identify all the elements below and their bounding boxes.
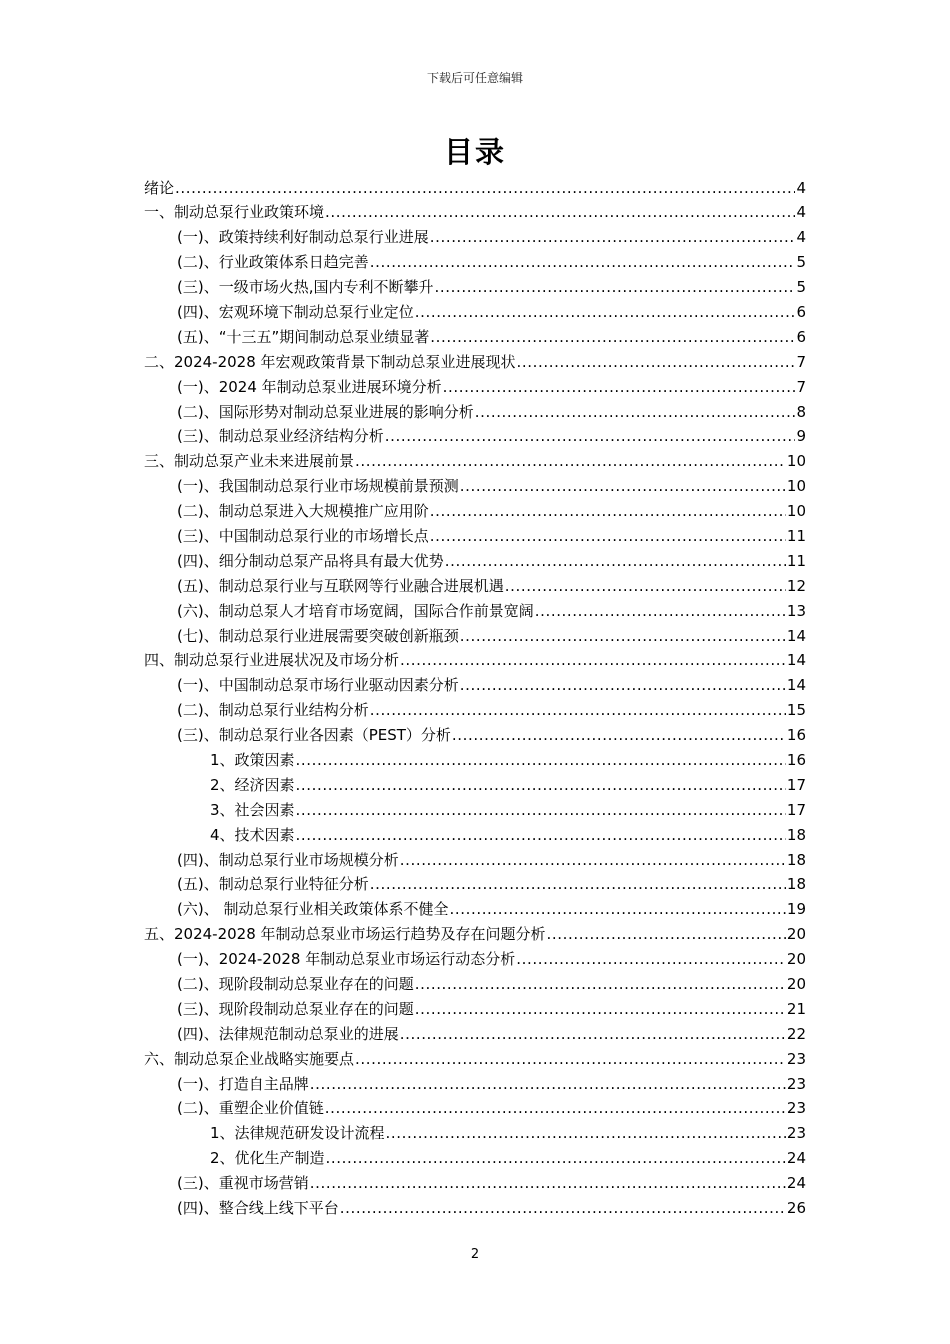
toc-entry[interactable]: [144, 848, 806, 873]
toc-dot-leader: [325, 200, 795, 225]
toc-dot-leader: [296, 748, 786, 773]
toc-entry-title: 三、制动总泵产业未来进展前景: [144, 452, 355, 471]
toc-entry-page: 24: [786, 1174, 806, 1193]
toc-entry-page: 23: [786, 1074, 806, 1093]
toc-entry-title: (三)、现阶段制动总泵业存在的问题: [177, 999, 414, 1018]
toc-entry[interactable]: [144, 449, 806, 474]
toc-entry[interactable]: [144, 549, 806, 574]
toc-entry-title: (二)、重塑企业价值链: [177, 1099, 324, 1118]
toc-entry[interactable]: [144, 200, 806, 225]
toc-dot-leader: [370, 698, 786, 723]
toc-entry-title: (一)、政策持续利好制动总泵行业进展: [177, 228, 429, 247]
toc-entry-page: 6: [796, 327, 806, 346]
toc-entry[interactable]: [144, 176, 806, 201]
toc-dot-leader: [460, 474, 786, 499]
toc-entry-title: (二)、制动总泵进入大规模推广应用阶: [177, 502, 429, 521]
toc-entry-title: 2、经济因素: [210, 775, 295, 794]
toc-entry-page: 11: [786, 551, 806, 570]
toc-dot-leader: [475, 400, 796, 425]
toc-dot-leader: [535, 599, 786, 624]
toc-entry[interactable]: [144, 673, 806, 698]
toc-entry-page: 4: [796, 228, 806, 247]
toc-entry-page: 4: [796, 203, 806, 222]
toc-dot-leader: [547, 922, 786, 947]
table-of-contents: [144, 176, 806, 1221]
toc-entry-page: 16: [786, 750, 806, 769]
toc-entry[interactable]: [144, 698, 806, 723]
toc-dot-leader: [310, 1171, 786, 1196]
toc-entry[interactable]: [144, 574, 806, 599]
toc-entry-page: 22: [786, 1024, 806, 1043]
toc-entry-page: 14: [786, 651, 806, 670]
toc-entry-title: (三)、制动总泵业经济结构分析: [177, 427, 384, 446]
toc-entry[interactable]: [144, 599, 806, 624]
toc-entry-page: 18: [786, 850, 806, 869]
toc-dot-leader: [415, 300, 796, 325]
toc-entry-page: 18: [786, 875, 806, 894]
toc-entry-title: (二)、制动总泵行业结构分析: [177, 701, 369, 720]
toc-entry-page: 5: [796, 253, 806, 272]
toc-entry-page: 20: [786, 975, 806, 993]
toc-entry[interactable]: [144, 748, 806, 773]
toc-dot-leader: [175, 176, 795, 201]
toc-dot-leader: [517, 350, 796, 375]
toc-entry-title: (六)、制动总泵人才培育市场宽阔，国际合作前景宽阔: [177, 601, 534, 620]
toc-dot-leader: [430, 325, 795, 350]
toc-dot-leader: [400, 1022, 786, 1047]
toc-dot-leader: [460, 624, 786, 649]
toc-entry[interactable]: [144, 1171, 806, 1196]
toc-dot-leader: [355, 449, 786, 474]
toc-entry[interactable]: [144, 773, 806, 798]
toc-entry-title: 4、技术因素: [210, 825, 295, 844]
toc-dot-leader: [296, 823, 786, 848]
toc-entry-page: 10: [786, 502, 806, 521]
toc-entry-title: (二)、国际形势对制动总泵业进展的影响分析: [177, 402, 474, 421]
toc-entry-page: 19: [786, 900, 806, 919]
toc-entry-title: (三)、中国制动总泵行业的市场增长点: [177, 526, 429, 545]
toc-entry-title: 一、制动总泵行业政策环境: [144, 203, 325, 222]
toc-dot-leader: [296, 773, 786, 798]
page-number: 2: [470, 1247, 480, 1262]
toc-dot-leader: [355, 1047, 786, 1072]
toc-entry[interactable]: [144, 400, 806, 425]
toc-entry-page: 13: [786, 601, 806, 620]
toc-dot-leader: [370, 872, 786, 897]
toc-dot-leader: [430, 225, 796, 250]
toc-entry-title: (二)、现阶段制动总泵业存在的问题: [177, 975, 414, 993]
toc-entry-page: 17: [786, 775, 806, 794]
toc-entry[interactable]: [144, 823, 806, 848]
toc-dot-leader: [326, 1146, 786, 1171]
toc-entry-page: 5: [796, 278, 806, 297]
toc-entry-title: (一)、中国制动总泵市场行业驱动因素分析: [177, 676, 459, 695]
toc-dot-leader: [386, 1121, 786, 1146]
toc-entry-title: (一)、2024-2028 年制动总泵业市场运行动态分析: [177, 950, 516, 969]
toc-dot-leader: [325, 1096, 786, 1121]
toc-entry[interactable]: [144, 897, 806, 922]
toc-dot-leader: [400, 648, 786, 673]
toc-entry-title: 六、制动总泵企业战略实施要点: [144, 1049, 355, 1068]
toc-entry[interactable]: [144, 275, 806, 300]
toc-entry-title: (一)、2024 年制动总泵业进展环境分析: [177, 377, 442, 396]
toc-entry[interactable]: [144, 972, 806, 997]
toc-entry[interactable]: [144, 325, 806, 350]
toc-dot-leader: [430, 499, 786, 524]
toc-entry-page: 26: [786, 1199, 806, 1218]
toc-entry-page: 14: [786, 626, 806, 645]
toc-entry-title: 四、制动总泵行业进展状况及市场分析: [144, 651, 400, 670]
toc-entry-title: (二)、行业政策体系日趋完善: [177, 253, 369, 272]
toc-entry-title: (七)、制动总泵行业进展需要突破创新瓶颈: [177, 626, 459, 645]
toc-entry-page: 21: [786, 999, 806, 1018]
toc-entry-title: (四)、法律规范制动总泵业的进展: [177, 1024, 399, 1043]
toc-title: 目录: [443, 135, 506, 169]
toc-entry-title: (四)、制动总泵行业市场规模分析: [177, 850, 399, 869]
toc-entry-page: 20: [786, 950, 806, 969]
toc-entry-page: 15: [786, 701, 806, 720]
toc-entry[interactable]: [144, 1196, 806, 1221]
toc-entry-page: 8: [796, 402, 806, 421]
toc-entry-title: (五)、制动总泵行业与互联网等行业融合进展机遇: [177, 576, 504, 595]
toc-entry-title: 1、法律规范研发设计流程: [210, 1124, 385, 1143]
toc-entry-page: 7: [796, 352, 806, 371]
toc-entry-page: 7: [796, 377, 806, 396]
toc-entry[interactable]: [144, 723, 806, 748]
toc-entry[interactable]: [144, 798, 806, 823]
toc-entry[interactable]: [144, 225, 806, 250]
toc-entry-title: (一)、打造自主品牌: [177, 1074, 309, 1093]
toc-entry-page: 18: [786, 825, 806, 844]
toc-entry-page: 10: [786, 452, 806, 471]
toc-dot-leader: [460, 673, 786, 698]
toc-entry[interactable]: [144, 1146, 806, 1171]
toc-entry-title: (四)、宏观环境下制动总泵行业定位: [177, 302, 414, 321]
toc-entry-page: 23: [786, 1099, 806, 1118]
toc-entry[interactable]: [144, 624, 806, 649]
toc-entry-page: 16: [786, 726, 806, 745]
toc-entry-page: 20: [786, 925, 806, 944]
toc-entry-title: (三)、重视市场营销: [177, 1174, 309, 1193]
toc-entry[interactable]: [144, 1047, 806, 1072]
toc-entry[interactable]: [144, 524, 806, 549]
toc-entry[interactable]: [144, 1096, 806, 1121]
toc-entry-title: (四)、整合线上线下平台: [177, 1199, 339, 1218]
toc-dot-leader: [415, 997, 786, 1022]
toc-dot-leader: [434, 275, 795, 300]
toc-entry-title: (四)、细分制动总泵产品将具有最大优势: [177, 551, 444, 570]
toc-entry[interactable]: [144, 1022, 806, 1047]
toc-dot-leader: [296, 798, 786, 823]
toc-entry-title: (三)、一级市场火热,国内专利不断攀升: [177, 278, 434, 297]
toc-dot-leader: [505, 574, 786, 599]
toc-entry[interactable]: [144, 648, 806, 673]
toc-dot-leader: [452, 723, 786, 748]
toc-entry-title: 二、2024-2028 年宏观政策背景下制动总泵业进展现状: [144, 352, 516, 371]
toc-entry-title: 1、政策因素: [210, 750, 295, 769]
toc-entry-page: 17: [786, 800, 806, 819]
toc-entry-page: 14: [786, 676, 806, 695]
toc-entry-page: 11: [786, 526, 806, 545]
toc-entry-page: 4: [796, 178, 806, 197]
toc-entry-title: (三)、制动总泵行业各因素（PEST）分析: [177, 726, 451, 745]
toc-entry[interactable]: [144, 474, 806, 499]
toc-entry[interactable]: [144, 350, 806, 375]
toc-entry-page: 23: [786, 1049, 806, 1068]
toc-dot-leader: [516, 947, 786, 972]
toc-entry-title: (六)、 制动总泵行业相关政策体系不健全: [177, 900, 449, 919]
toc-entry-title: (五)、“十三五”期间制动总泵业绩显著: [177, 327, 430, 346]
toc-entry[interactable]: [144, 997, 806, 1022]
toc-dot-leader: [385, 424, 796, 449]
toc-entry-page: 6: [796, 302, 806, 321]
toc-entry[interactable]: [144, 424, 806, 449]
toc-entry[interactable]: [144, 300, 806, 325]
toc-entry[interactable]: [144, 1121, 806, 1146]
toc-entry-page: 9: [796, 427, 806, 446]
toc-entry[interactable]: [144, 947, 806, 972]
toc-entry-page: 24: [786, 1149, 806, 1168]
toc-entry[interactable]: [144, 375, 806, 400]
toc-entry-title: 2、优化生产制造: [210, 1149, 325, 1168]
toc-entry[interactable]: [144, 1072, 806, 1097]
toc-entry[interactable]: [144, 872, 806, 897]
toc-entry-title: 3、社会因素: [210, 800, 295, 819]
toc-dot-leader: [310, 1072, 786, 1097]
toc-entry-page: 10: [786, 477, 806, 496]
toc-dot-leader: [443, 375, 796, 400]
toc-entry-title: 五、2024-2028 年制动总泵业市场运行趋势及存在问题分析: [144, 925, 546, 944]
toc-dot-leader: [445, 549, 786, 574]
toc-dot-leader: [340, 1196, 786, 1221]
toc-entry-title: 绪论: [144, 178, 175, 197]
toc-entry-page: 23: [786, 1124, 806, 1143]
toc-entry[interactable]: [144, 922, 806, 947]
toc-entry[interactable]: [144, 499, 806, 524]
page-header-note: 下载后可任意编辑: [426, 71, 523, 85]
toc-entry-page: 12: [786, 576, 806, 595]
toc-dot-leader: [449, 897, 785, 922]
toc-entry[interactable]: [144, 250, 806, 275]
toc-entry-title: (一)、我国制动总泵行业市场规模前景预测: [177, 477, 459, 496]
toc-entry-title: (五)、制动总泵行业特征分析: [177, 875, 369, 894]
toc-dot-leader: [400, 848, 786, 873]
toc-dot-leader: [370, 250, 796, 275]
toc-dot-leader: [415, 972, 786, 997]
toc-dot-leader: [430, 524, 786, 549]
